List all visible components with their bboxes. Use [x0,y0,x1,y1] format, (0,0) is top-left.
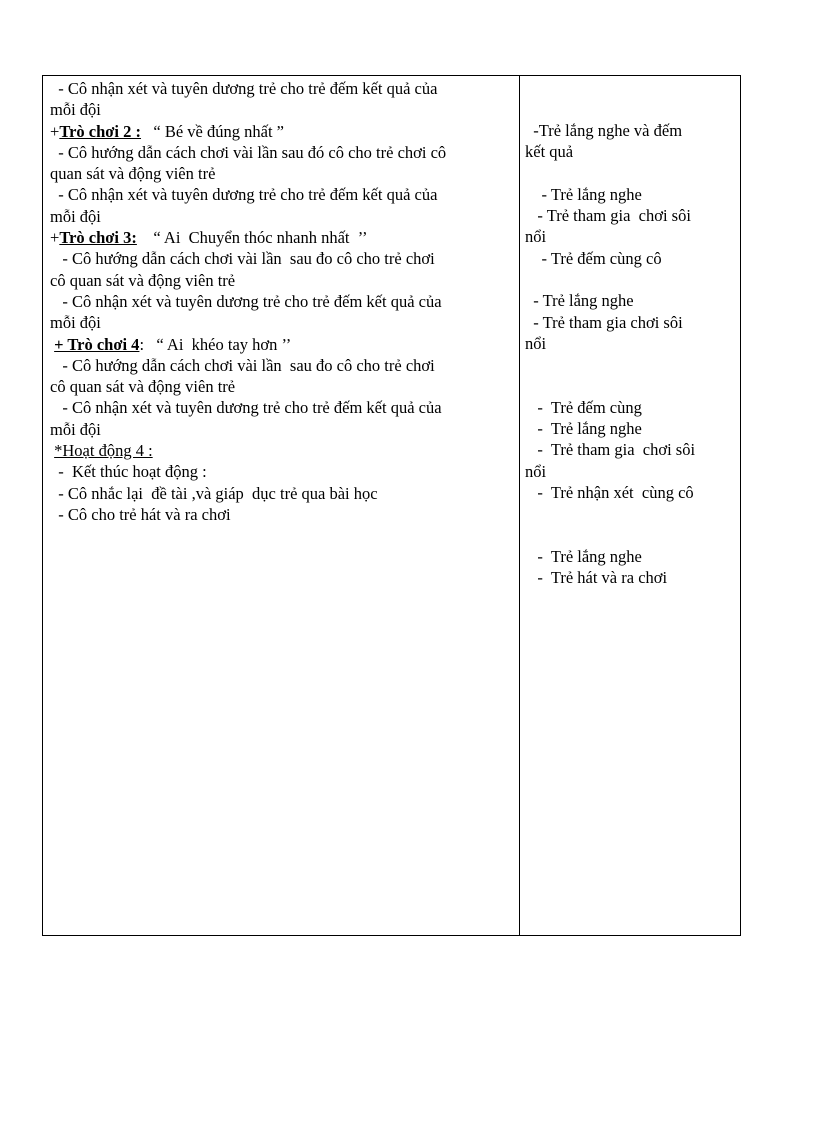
activity-table [42,75,741,936]
child-line: -Trẻ lắng nghe và đếm [525,121,683,140]
child-line: kết quả [525,142,574,162]
line-text: - Kết thúc hoạt động : [50,462,207,482]
child-activities-cell [525,120,737,589]
line-text: - Cô nhận xét và tuyên dương trẻ cho trẻ đếm kết quả của [50,398,442,418]
child-line: - Trẻ nhận xét cùng cô [525,483,694,503]
teacher-activities-cell [50,78,516,525]
teacher-line [50,312,516,333]
teacher-line [50,142,516,163]
line-text: - Cô nhắc lại đề tài ,và giáp dục trẻ qua bài học [50,483,378,503]
teacher-line [50,355,516,376]
section-heading: Trò chơi 2 : [59,121,142,141]
child-line: - Trẻ lắng nghe [525,419,642,439]
line-text: + [50,121,60,141]
blank-line [525,354,737,375]
teacher-line [50,376,516,397]
child-line: nổi [525,227,547,247]
line-text: mỗi đội [50,313,101,333]
child-line: - Trẻ hát và ra chơi [525,568,668,588]
blank-line [525,503,737,524]
teacher-line [50,291,516,312]
blank-line [525,376,737,397]
child-line: - Trẻ lắng nghe [525,291,634,311]
line-text: - Cô nhận xét và tuyên dương trẻ cho trẻ đếm kết quả của [50,291,442,311]
child-line: nổi [525,461,547,481]
teacher-line [50,248,516,269]
teacher-line [50,440,516,461]
teacher-line [50,397,516,418]
teacher-line [50,184,516,205]
teacher-line [50,99,516,120]
line-text: - Cô hướng dẫn cách chơi vài lần sau đó cô cho trẻ chơi cô [50,142,447,162]
blank-line [525,269,737,290]
child-line: - Trẻ đếm cùng cô [525,248,662,268]
blank-line [525,525,737,546]
child-line: - Trẻ lắng nghe [525,184,642,204]
line-text: - Cô hướng dẫn cách chơi vài lần sau đo cô cho trẻ chơi [50,249,435,269]
line-text: + [50,228,60,248]
line-text: - Cô cho trẻ hát và ra chơi [50,504,231,524]
teacher-line [50,483,516,504]
child-line: - Trẻ tham gia chơi sôi [525,206,691,226]
teacher-line [50,206,516,227]
line-text: “ Bé về đúng nhất ” [141,121,284,141]
line-text: mỗi đội [50,206,101,226]
line-text: mỗi đội [50,419,101,439]
teacher-line [50,78,516,99]
child-line: - Trẻ tham gia chơi sôi [525,312,683,332]
line-text: cô quan sát và động viên trẻ [50,377,236,397]
line-text: : “ Ai khéo tay hơn ’’ [139,334,292,354]
teacher-line [50,461,516,482]
line-text: mỗi đội [50,100,101,120]
line-text: quan sát và động viên trẻ [50,164,216,184]
section-heading: + Trò chơi 4 [54,334,140,354]
child-line: - Trẻ đếm cùng [525,397,642,417]
teacher-line [50,334,516,355]
teacher-line [50,504,516,525]
line-text: - Cô nhận xét và tuyên dương trẻ cho trẻ đếm kết quả của [50,79,438,98]
teacher-line [50,270,516,291]
section-heading: Trò chơi 3: [59,228,137,248]
teacher-line [50,121,516,142]
blank-line [525,163,737,184]
line-text: - Cô hướng dẫn cách chơi vài lần sau đo cô cho trẻ chơi [50,355,435,375]
teacher-line [50,227,516,248]
child-line: nổi [525,333,547,353]
child-line: - Trẻ lắng nghe [525,546,642,566]
column-divider [519,76,520,935]
teacher-line [50,419,516,440]
line-text: cô quan sát và động viên trẻ [50,270,236,290]
line-text: - Cô nhận xét và tuyên dương trẻ cho trẻ đếm kết quả của [50,185,438,205]
child-line: - Trẻ tham gia chơi sôi [525,440,696,460]
line-text: “ Ai Chuyển thóc nhanh nhất ’’ [136,228,368,248]
teacher-line [50,163,516,184]
section-heading: *Hoạt động 4 : [54,441,153,461]
